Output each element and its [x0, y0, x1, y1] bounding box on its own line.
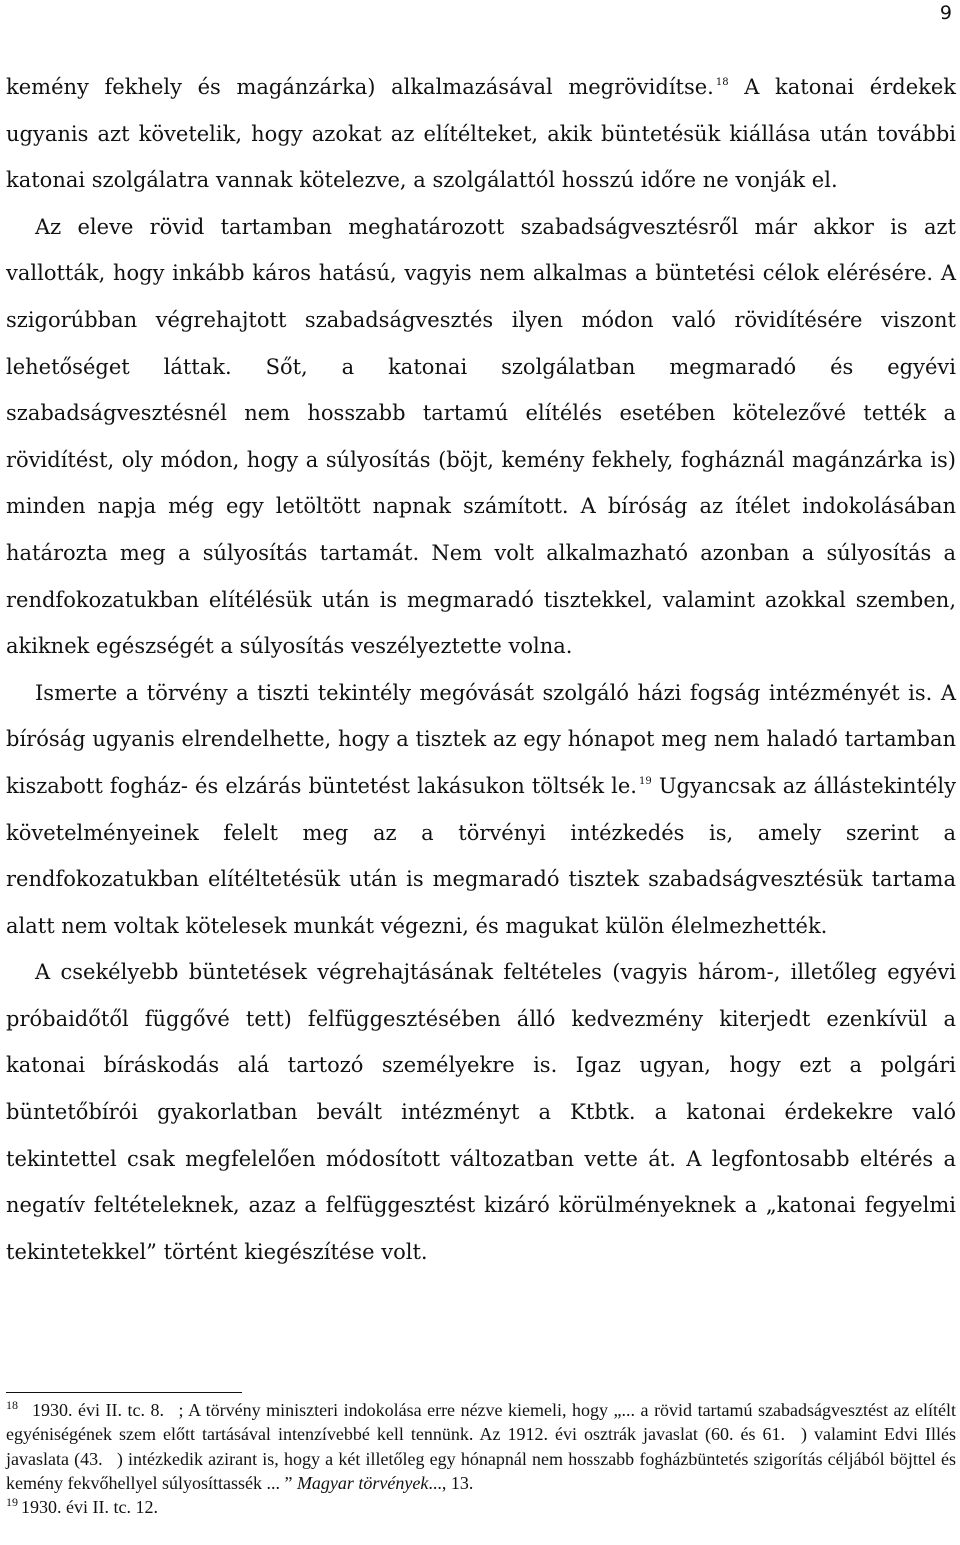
- footnote-text: 1930. évi II. tc. 12.: [21, 1497, 163, 1518]
- footnote-separator: [6, 1392, 242, 1393]
- paragraph-1: [6, 64, 956, 204]
- footnote-text: ..., 13.: [428, 1472, 474, 1493]
- paragraph-text: Ismerte a törvény a tiszti tekintély megóvását szolgáló házi fogság intézményét is. A bíróság ugyanis elrendelhette, hogy a tisztek az egy hónapot meg nem haladó tartamban kiszabott fogház- és elzárás büntetést lakásukon töltsék le.: [6, 680, 956, 798]
- footnote-text: ; A törvény miniszteri indokolása erre nézve kiemeli, hogy „... a rövid tartamú szabadságvesztést az elítélt egyéniségének szem előtt tartásával intenzívebbé kell tennünk. Az 1912. évi osztrák javaslat (60. és 61.: [6, 1400, 956, 1445]
- footnote-text: ) valamint Edvi Illés javaslata (43.: [6, 1424, 956, 1469]
- page-number: 9: [939, 2, 952, 24]
- footnote-19: [6, 1495, 956, 1519]
- footnote-ref-19[interactable]: 19: [638, 775, 652, 787]
- paragraph-text: A katonai érdekek ugyanis azt követelik, hogy azokat az elítélteket, akik büntetésük kiállása után további katonai szolgálatra vannak kötelezve, a szolgálattól hosszú időre ne vonják el.: [6, 75, 956, 193]
- footnote-ref-18[interactable]: 18: [715, 77, 729, 88]
- footnote-number: 19: [6, 1495, 18, 1510]
- footnotes: [6, 1398, 956, 1519]
- paragraph-text: kemény fekhely és magánzárka) alkalmazásával megrövidítse.: [6, 75, 714, 99]
- footnote-text: ) intézkedik azirant is, hogy a két illetőleg egy hónapnál nem hosszabb fogházbüntetés szigorítás céljából böjttel és kemény fekvőhellyel súlyosíttassék ... ”: [6, 1448, 956, 1493]
- body-text: [6, 64, 956, 1275]
- footnote-number: 18: [6, 1398, 18, 1412]
- cited-work-title: Magyar törvények: [296, 1472, 429, 1493]
- paragraph-text: Ugyancsak az állástekintély követelményeinek felelt meg az a törvényi intézkedés is, amely szerint a rendfokozatukban elítéltetésük után is megmaradó tisztek szabadságvesztésük tartama alatt nem voltak kötelesek munkát végezni, és magukat külön élelmezhették.: [6, 773, 956, 938]
- footnote-text: 1930. évi II. tc. 8.: [32, 1400, 170, 1420]
- paragraph-3: [6, 670, 956, 950]
- footnote-18: [6, 1398, 956, 1495]
- paragraph-2: Az eleve rövid tartamban meghatározott szabadságvesztésről már akkor is azt vallották, hogy inkább káros hatású, vagyis nem alkalmas a büntetési célok elérésére. A szigorúbban végrehajtott szabadságvesztés ilyen módon való rövidítésére viszont lehetőséget láttak. Sőt, a katonai szolgálatban megmaradó és egyévi szabadságvesztésnél nem hosszabb tartamú elítélés esetében kötelezővé tették a rövidítést, oly módon, hogy a súlyosítás (böjt, kemény fekhely, fogháznál magánzárka is) minden napja még egy letöltött napnak számított. A bíróság az ítélet indokolásában határozta meg a súlyosítás tartamát. Nem volt alkalmazható azonban a súlyosítás a rendfokozatukban elítélésük után is megmaradó tisztekkel, valamint azokkal szemben, akiknek egészségét a súlyosítás veszélyeztette volna.: [6, 214, 956, 659]
- paragraph-4: A csekélyebb büntetések végrehajtásának feltételes (vagyis három-, illetőleg egyévi próbaidőtől függővé tett) felfüggesztésében álló kedvezmény kiterjedt ezenkívül a katonai bíráskodás alá tartozó személyekre is. Igaz ugyan, hogy ezt a polgári büntetőbírói gyakorlatban bevált intézményt a Ktbtk. a katonai érdekekre való tekintettel csak megfelelően módosított változatban vette át. A legfontosabb eltérés a negatív feltételeknek, azaz a felfüggesztést kizáró körülményeknek a „katonai fegyelmi tekintetekkel” történt kiegészítése volt.: [6, 960, 956, 1264]
